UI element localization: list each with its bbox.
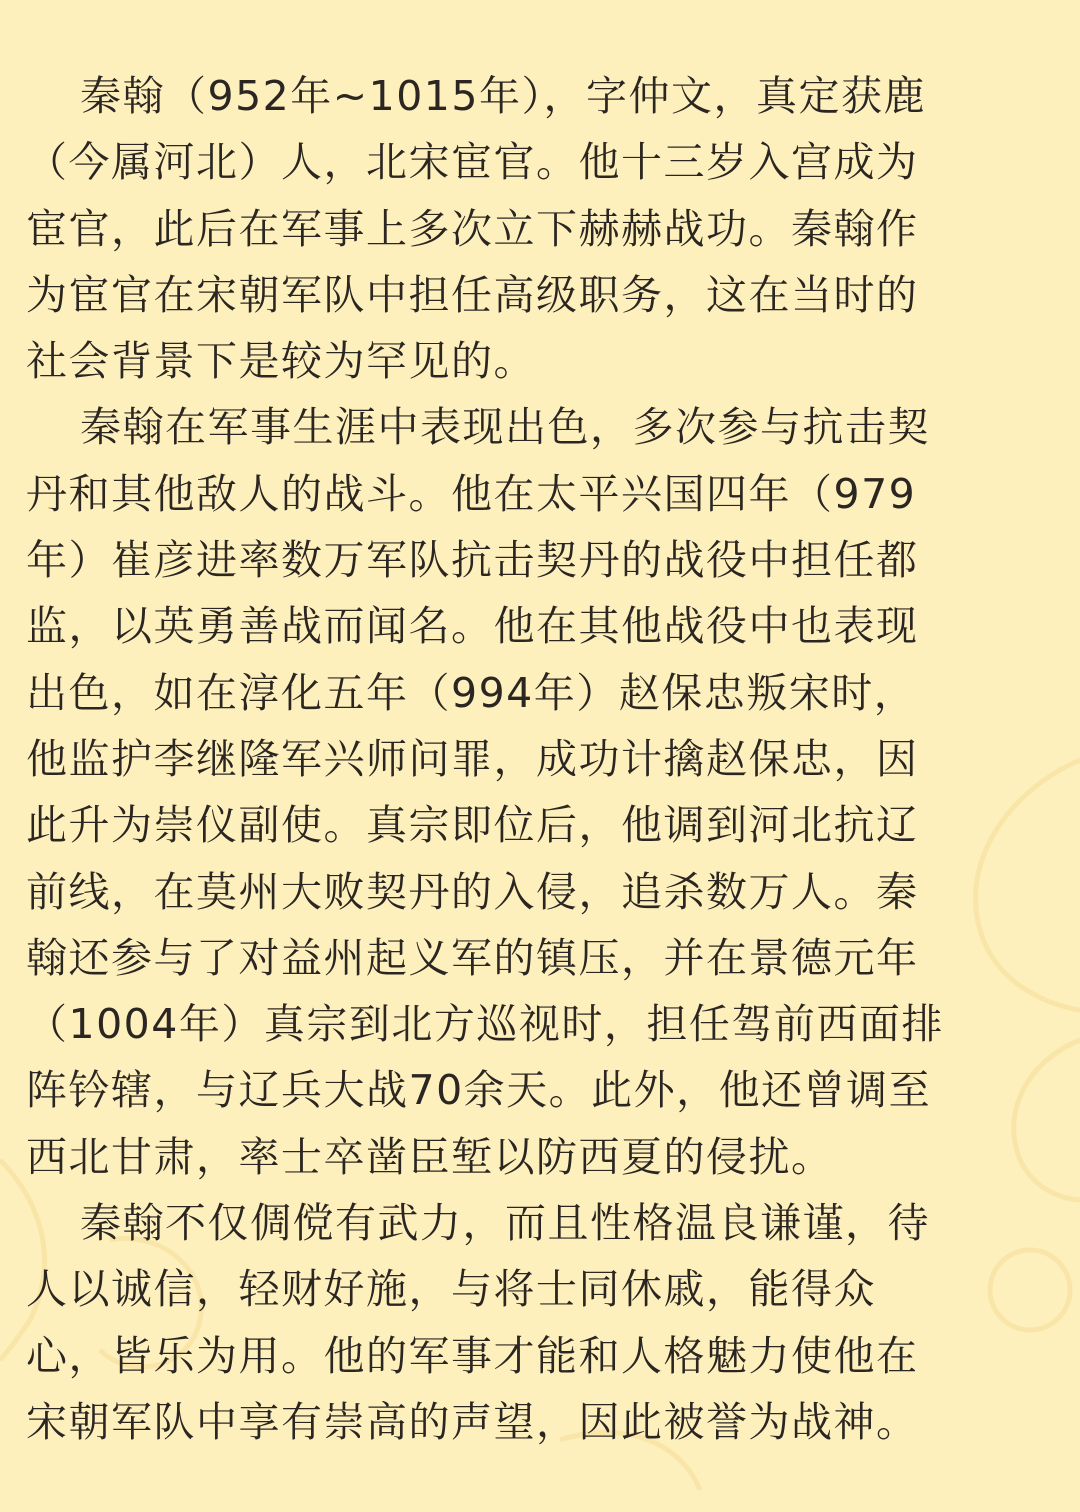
paragraph-2 (26, 394, 1054, 1190)
text-line: 此升为崇仪副使。真宗即位后，他调到河北抗辽 (26, 801, 919, 850)
text-line: 人以诚信，轻财好施，与将士同休戚，能得众 (26, 1265, 876, 1314)
text-line: 秦翰（952年~1015年），字仲文，真定获鹿 (80, 72, 926, 120)
paragraph-1 (26, 63, 1054, 394)
text-line: 翰还参与了对益州起义军的镇压，并在景德元年 (26, 933, 919, 982)
text-line: 监，以英勇善战而闻名。他在其他战役中也表现 (26, 602, 919, 651)
article-body (26, 63, 1054, 1455)
text-line: 西北甘肃，率士卒凿臣堑以防西夏的侵扰。 (26, 1132, 834, 1181)
text-line: （1004年）真宗到北方巡视时，担任驾前西面排 (26, 1000, 944, 1049)
text-line: （今属河北）人，北宋宦官。他十三岁入宫成为 (26, 138, 919, 187)
text-line: 前线，在莫州大败契丹的入侵，追杀数万人。秦 (26, 867, 919, 916)
text-line: 出色，如在淳化五年（994年）赵保忠叛宋时， (26, 668, 917, 717)
text-line: 秦翰不仅倜傥有武力，而且性格温良谦谨，待 (80, 1199, 930, 1248)
text-line: 宋朝军队中享有崇高的声望，因此被誉为战神。 (26, 1397, 919, 1446)
text-line: 宦官，此后在军事上多次立下赫赫战功。秦翰作 (26, 204, 919, 253)
text-line: 他监护李继隆军兴师问罪，成功计擒赵保忠，因 (26, 734, 919, 783)
text-line: 阵钤辖，与辽兵大战70余天。此外，他还曾调至 (26, 1066, 932, 1115)
paragraph-3 (26, 1190, 1054, 1455)
text-line: 丹和其他敌人的战斗。他在太平兴国四年（979 (26, 469, 917, 518)
text-line: 年）崔彦进率数万军队抗击契丹的战役中担任都 (26, 536, 919, 585)
text-line: 为宦官在宋朝军队中担任高级职务，这在当时的 (26, 270, 919, 319)
text-line: 社会背景下是较为罕见的。 (26, 337, 536, 386)
text-line: 秦翰在军事生涯中表现出色，多次参与抗击契 (80, 403, 930, 452)
text-line: 心，皆乐为用。他的军事才能和人格魅力使他在 (26, 1331, 919, 1380)
